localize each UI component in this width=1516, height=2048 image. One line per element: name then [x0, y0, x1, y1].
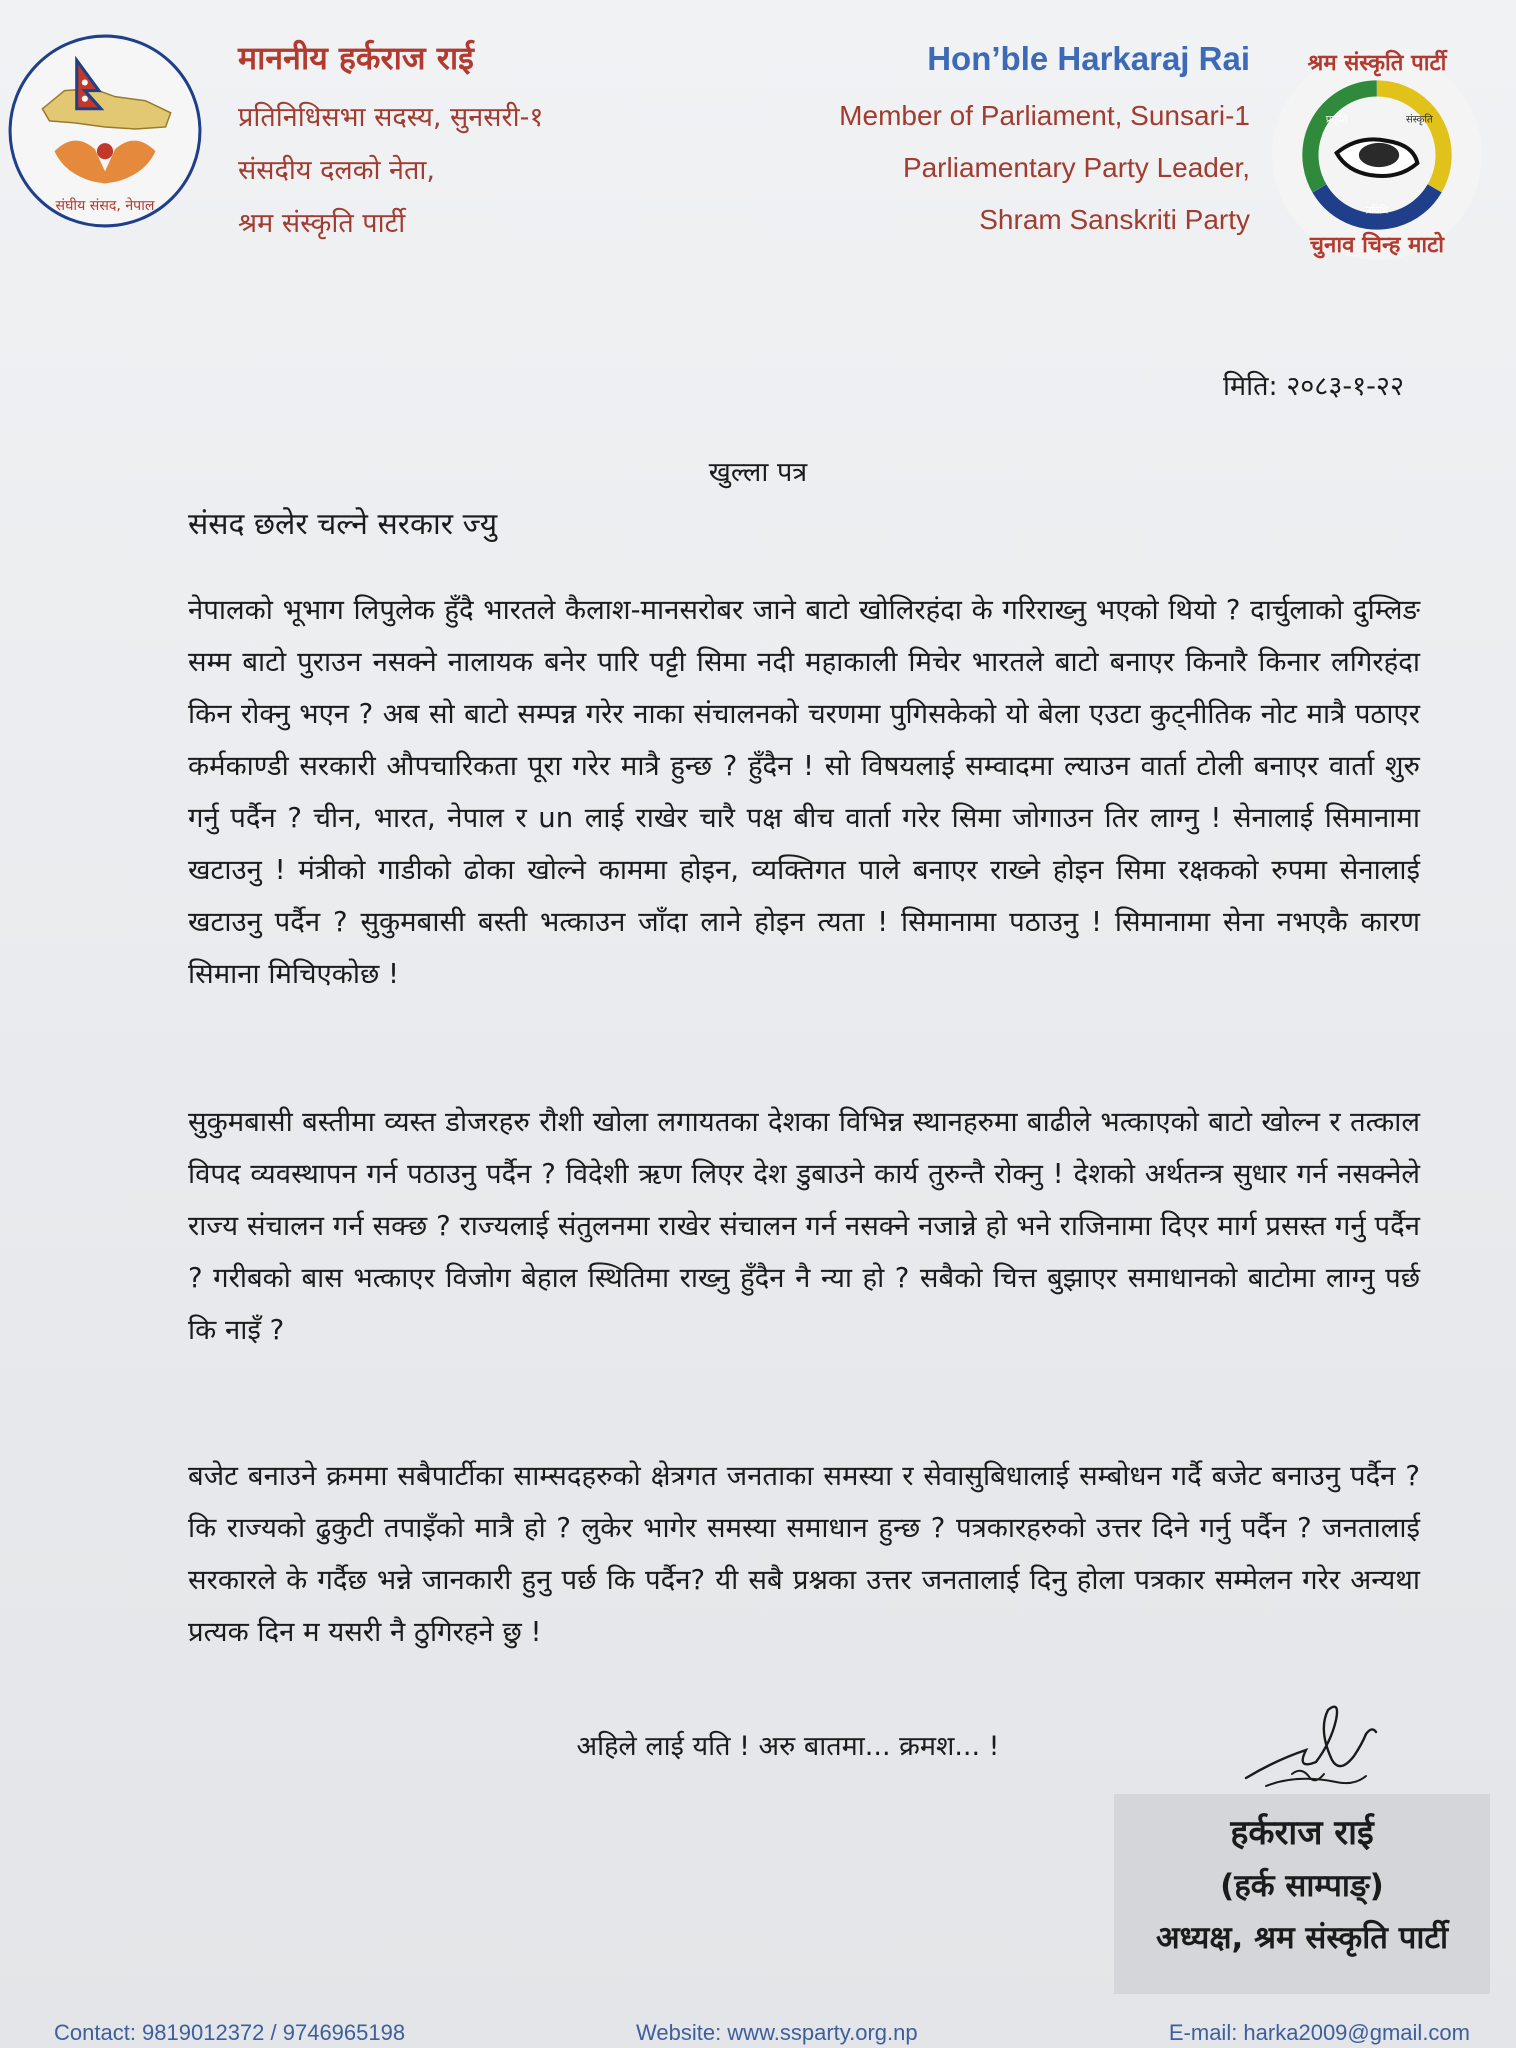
footer-website: Website: www.ssparty.org.np	[636, 2020, 918, 2045]
header-nepali	[238, 36, 543, 256]
signature-stamp	[1114, 1794, 1490, 1994]
mp-role-english: Parliamentary Party Leader,	[902, 152, 1250, 183]
mp-name-nepali: माननीय हर्कराज राई	[238, 39, 474, 77]
right-logo-bottom-text: चुनाव चिन्ह माटो	[1309, 231, 1445, 258]
party-name-english: Shram Sanskriti Party	[979, 204, 1250, 235]
signatory-name: हर्कराज राई	[1230, 1813, 1374, 1853]
letter-paragraph-1: नेपालको भूभाग लिपुलेक हुँदै भारतले कैलाश-मानसरोबर जाने बाटो खोलिरहंदा के गरिराख्नु भएको थियो ? दार्चुलाको दुम्लिङ सम्म बाटो पुराउन नसक्ने नालायक बनेर पारि पट्टी सिमा नदी महाकाली मिचेर भारतले बाटो बनाएर किनारै किनार लगिरहंदा किन रोक्नु भएन ? अब सो बाटो सम्पन्न गरेर नाका संचालनको चरणमा पुगिसकेको यो बेला एउटा कुट्नीतिक नोट मात्रै पठाएर कर्मकाण्डी सरकारी औपचारिकता पूरा गरेर मात्रै हुन्छ ? हुँदैन ! सो विषयलाई सम्वादमा ल्याउन वार्ता टोली बनाएर वार्ता शुरु गर्नु पर्दैन ? चीन, भारत, नेपाल र un लाई राखेर चारै पक्ष बीच वार्ता गरेर सिमा जोगाउन तिर लाग्नु ! सेनालाई सिमानामा खटाउनु ! मंत्रीको गाडीको ढोका खोल्ने काममा होइन, व्यक्तिगत पाले बनाएर राख्ने होइन सिमा रक्षकको रुपमा सेनालाई खटाउनु पर्दैन ? सुकुमबासी बस्ती भत्काउन जाँदा लाने होइन त्यता ! सिमानामा पठाउनु ! सिमानामा सेना नभएकै कारण सिमाना मिचिएकोछ !	[188, 594, 1420, 990]
mp-position-nepali: प्रतिनिधिसभा सदस्य, सुनसरी-१	[238, 102, 544, 133]
party-name-nepali: श्रम संस्कृति पार्टी	[238, 208, 406, 239]
letter-paragraph-3: बजेट बनाउने क्रममा सबैपार्टीका साम्सदहरुको क्षेत्रगत जनताका समस्या र सेवासुबिधालाई सम्बोधन गर्दै बजेट बनाउनु पर्दैन ? कि राज्यको ढुकुटी तपाइँको मात्रै हो ? लुकेर भागेर समस्या समाधान हुन्छ ? पत्रकारहरुको उत्तर दिने गर्नु पर्दैन ? जनतालाई सरकारले के गर्दैछ भन्ने जानकारी हुनु पर्छ कि पर्दैन? यी सबै प्रश्नका उत्तर जनतालाई दिनु होला पत्रकार सम्मेलन गरेर अन्यथा प्रत्यक दिन म यसरी नै ठुगिरहने छु !	[188, 1460, 1420, 1648]
letter-date: मिति: २०८३-१-२२	[1223, 371, 1404, 402]
mp-position-english: Member of Parliament, Sunsari-1	[839, 100, 1250, 131]
parliament-emblem-logo	[4, 30, 206, 232]
right-logo-left-text: प्रकृति	[1325, 114, 1348, 126]
right-logo-right-text: संस्कृति	[1405, 114, 1433, 126]
signatory-title: अध्यक्ष, श्रम संस्कृति पार्टी	[1156, 1920, 1448, 1956]
letter-subject: खुल्ला पत्र	[708, 457, 808, 488]
handwritten-signature	[1236, 1690, 1386, 1800]
letter-closing: अहिले लाई यति ! अरु बातमा... क्रमश... !	[576, 1731, 1000, 1762]
right-logo-base-text: प्रविधि	[1365, 205, 1389, 217]
letter-salutation: संसद छलेर चल्ने सरकार ज्यु	[188, 507, 498, 542]
party-logo	[1266, 44, 1488, 266]
footer-email: E-mail: harka2009@gmail.com	[1168, 2020, 1470, 2045]
mp-role-nepali: संसदीय दलको नेता,	[238, 155, 435, 186]
letter-paragraph-2: सुकुमबासी बस्तीमा व्यस्त डोजरहरु रौशी खोला लगायतका देशका विभिन्न स्थानहरुमा बाढीले भत्काएको बाटो खोल्न र तत्काल विपद व्यवस्थापन गर्न पठाउनु पर्दैन ? विदेशी ऋण लिएर देश डुबाउने कार्य तुरुन्तै रोक्नु ! देशको अर्थतन्त्र सुधार गर्न नसक्नेले राज्य संचालन गर्न सक्छ ? राज्यलाई संतुलनमा राखेर संचालन गर्न नसक्ने नजान्ने हो भने राजिनामा दिएर मार्ग प्रसस्त गर्नु पर्दैन ? गरीबको बास भत्काएर विजोग बेहाल स्थितिमा राख्नु हुँदैन नै न्या हो ? सबैको चित्त बुझाएर समाधानको बाटोमा लाग्नु पर्छ कि नाइँ ?	[188, 1106, 1420, 1346]
letterhead-footer	[0, 2020, 1516, 2048]
header-english	[839, 40, 1250, 256]
left-logo-text: संघीय संसद, नेपाल	[55, 197, 155, 214]
signatory-alias: (हर्क साम्पाङ्)	[1220, 1868, 1384, 1904]
mp-name-english: Hon’ble Harkaraj Rai	[927, 40, 1250, 77]
right-logo-top-text: श्रम संस्कृति पार्टी	[1307, 50, 1447, 77]
footer-contact: Contact: 9819012372 / 9746965198	[54, 2020, 406, 2045]
